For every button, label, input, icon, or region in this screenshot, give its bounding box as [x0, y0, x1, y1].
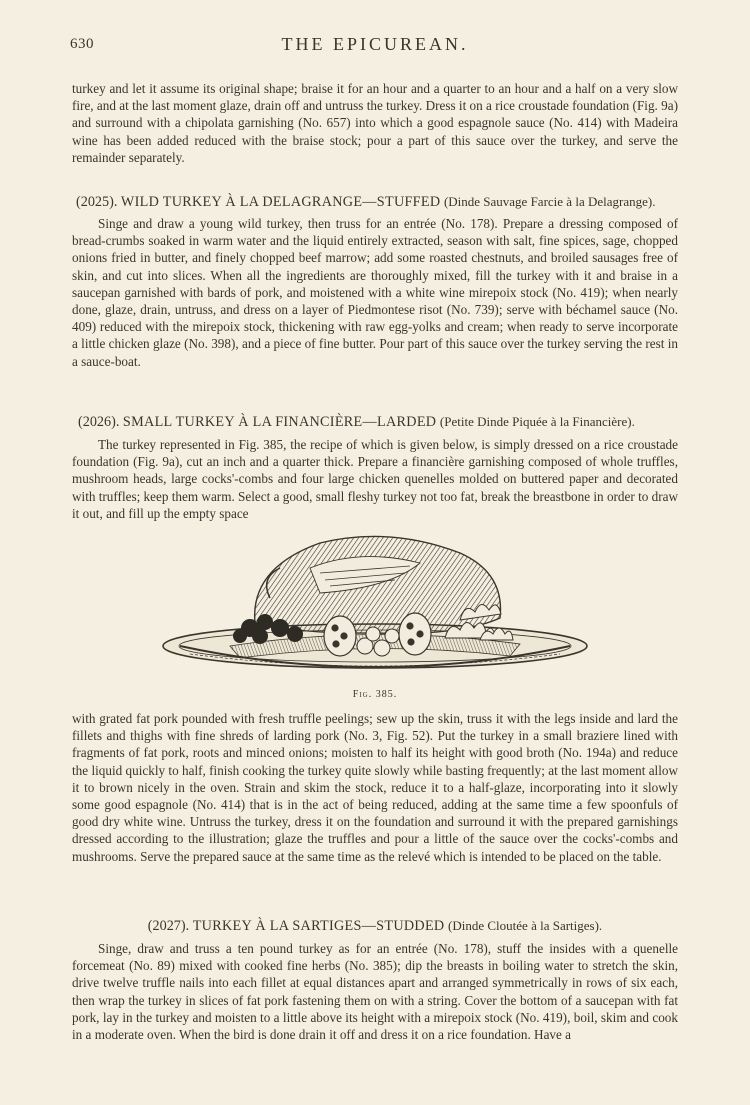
turkey-engraving-illustration	[160, 528, 590, 686]
recipe-2026-title: SMALL TURKEY À LA FINANCIÈRE—LARDED	[122, 414, 437, 430]
recipe-2025-french-title: (Dinde Sauvage Farcie à la Delagrange).	[443, 194, 656, 209]
recipe-2025-title: WILD TURKEY À LA DELAGRANGE—STUFFED	[120, 194, 441, 210]
recipe-2026-french-title: (Petite Dinde Piquée à la Financière).	[439, 414, 635, 429]
recipe-2025-text: Singe and draw a young wild turkey, then truss for an entrée (No. 178). Prepare a dressing composed of bread-crumbs soaked in warm water and the liquid entirely extracted, season with salt, fine spices, sage, chopped onions fried in butter, and finely chopped beef marrow; add some roasted chestnuts, and broiled sausages free of skin, and cut into slices. When all the ingredients are thoroughly mixed, fill the turkey with it and braise in a saucepan garnished with bards of pork, and moistened with a white wine mirepoix stock (No. 419); when nearly done, glaze, drain, untruss, and dress on a layer of Piedmontese risot (No. 739); serve with béchamel sauce (No. 409) reduced with the mirepoix stock, thickening with raw egg-yolks and cream; when ready to serve incorporate a little chicken glaze (No. 398), and a piece of fine butter. Pour part of this sauce over the turkey serving the rest in a sauce-boat.	[72, 216, 678, 369]
running-title: THE EPICUREAN.	[281, 34, 469, 54]
recipe-2027-heading	[72, 917, 678, 935]
recipe-2026-heading	[78, 413, 684, 431]
recipe-2027-title: TURKEY À LA SARTIGES—STUDDED	[192, 918, 445, 934]
recipe-2025-number: (2025).	[76, 194, 118, 210]
recipe-2027-text: Singe, draw and truss a ten pound turkey as for an entrée (No. 178), stuff the insides with a quenelle forcemeat (No. 89) mixed with cooked fine herbs (No. 385); dip the breasts in boiling water to stretch the skin, drive twelve truffle nails into each fillet at equal distances apart and arranged symmetrically in rows of six each, then wrap the turkey in slices of fat pork fastening them on with a string. Cover the bottom of a saucepan with fat pork, lay in the turkey and moisten to a little above its height with a mirepoix stock (No. 419), boil, skim and cook in a moderate oven. When the bird is done drain it off and dress it on a rice foundation. Have a	[72, 941, 678, 1043]
recipe-2027-french-title: (Dinde Cloutée à la Sartiges).	[448, 918, 603, 933]
recipe-2026-number: (2026).	[78, 414, 120, 430]
page-number: 630	[70, 36, 94, 52]
recipe-2026-text-before: The turkey represented in Fig. 385, the recipe of which is given below, is simply dressed on a rice croustade foundation (Fig. 9a), cut an inch and a quarter thick. Prepare a financière garnishing composed of whole truffles, mushroom heads, large cocks'-combs and four large chicken quenelles molded on buttered paper and decorated with truffles; keep them warm. Select a good, small fleshy turkey not too fat, break the breastbone in order to draw it out, and fill up the empty space	[72, 437, 678, 521]
recipe-2026-text-after: with grated fat pork pounded with fresh truffle peelings; sew up the skin, truss it with the legs inside and lard the fillets and thighs with fine shreds of larding pork (No. 3, Fig. 52). Put the turkey in a small braziere lined with fragments of fat pork, roots and minced onions; moisten to half its height with good broth (No. 194a) and reduce the liquid quickly to half, finish cooking the turkey quite slowly while basting frequently; at the last moment allow it to brown nicely in the oven. Strain and skim the stock, reduce it to a half-glaze, incorporating into it slowly some good espagnole (No. 414) that is in the act of being reduced, adding at the same time a few spoonfuls of good dry white wine. Untruss the turkey, dress it on the foundation and surround it with the prepared garnishings dressed according to the illustration; glaze the truffles and pour a little of the sauce over the cocks'-combs and mushrooms. Serve the prepared sauce at the same time as the relevé which is intended to be placed on the table.	[72, 711, 678, 864]
intro-paragraph: turkey and let it assume its original shape; braise it for an hour and a quarter to an hour and a half on a very slow fire, and at the last moment glaze, drain off and untruss the turkey. Dress it on a rice croustade foundation (Fig. 9a) and surround with a chipolata garnishing (No. 657) into which a good espagnole sauce (No. 414) with Madeira wine has been added reduced with the braise stock; pour a part of this sauce over the turkey, and serve the remainder separately.	[72, 81, 678, 165]
recipe-2027-number: (2027).	[147, 918, 190, 934]
figure-caption: Fig. 385.	[352, 689, 398, 700]
page-header	[70, 36, 680, 60]
recipe-2025-heading	[76, 193, 682, 211]
